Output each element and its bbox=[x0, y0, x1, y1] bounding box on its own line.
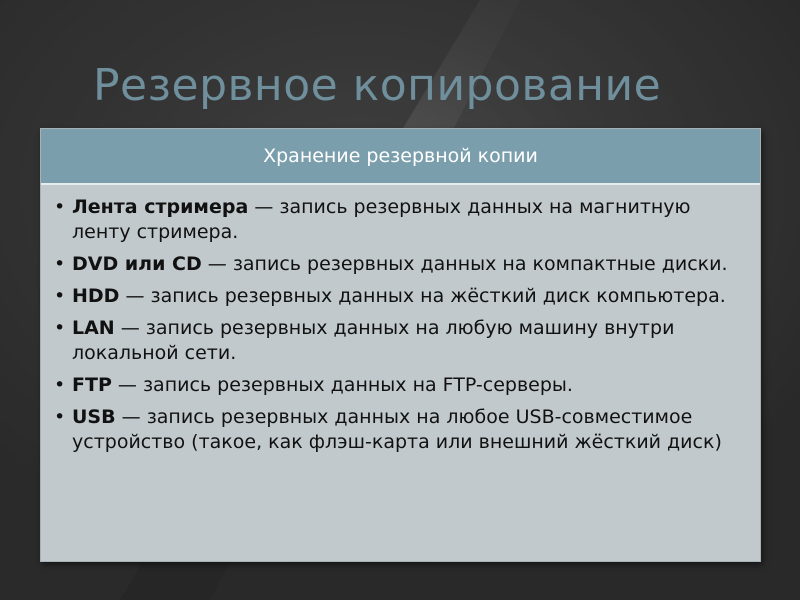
list-item bbox=[54, 252, 754, 277]
bullet-dot-icon: • bbox=[54, 406, 66, 428]
panel-header: Хранение резервной копии bbox=[41, 129, 760, 185]
item-text: — запись резервных данных на компактные диски. bbox=[201, 253, 728, 275]
item-text: — запись резервных данных на магнитную ленту стримера. bbox=[72, 196, 691, 243]
bullet-dot-icon: • bbox=[54, 253, 66, 275]
list-item bbox=[54, 195, 754, 245]
item-term: USB bbox=[72, 406, 116, 428]
slide-title: Резервное копирование bbox=[93, 60, 662, 111]
content-panel bbox=[40, 128, 761, 562]
item-term: LAN bbox=[72, 317, 115, 339]
list-item bbox=[54, 373, 754, 398]
list-item bbox=[54, 405, 754, 455]
item-term: HDD bbox=[72, 285, 120, 307]
list-item bbox=[54, 284, 754, 309]
item-text: — запись резервных данных на FTP-серверы. bbox=[111, 374, 573, 396]
item-term: Лента стримера bbox=[72, 196, 249, 218]
bullet-dot-icon: • bbox=[54, 285, 66, 307]
bullet-dot-icon: • bbox=[54, 196, 66, 218]
item-text: — запись резервных данных на любую машину внутри локальной сети. bbox=[72, 317, 675, 364]
item-term: DVD или CD bbox=[72, 253, 202, 275]
bullet-dot-icon: • bbox=[54, 374, 66, 396]
bullet-dot-icon: • bbox=[54, 317, 66, 339]
item-term: FTP bbox=[72, 374, 112, 396]
item-text: — запись резервных данных на жёсткий диск компьютера. bbox=[119, 285, 726, 307]
list-item bbox=[54, 316, 754, 366]
item-text: — запись резервных данных на любое USB-совместимое устройство (такое, как флэш-карта или внешний жёсткий диск) bbox=[72, 406, 722, 453]
storage-list bbox=[54, 195, 754, 462]
